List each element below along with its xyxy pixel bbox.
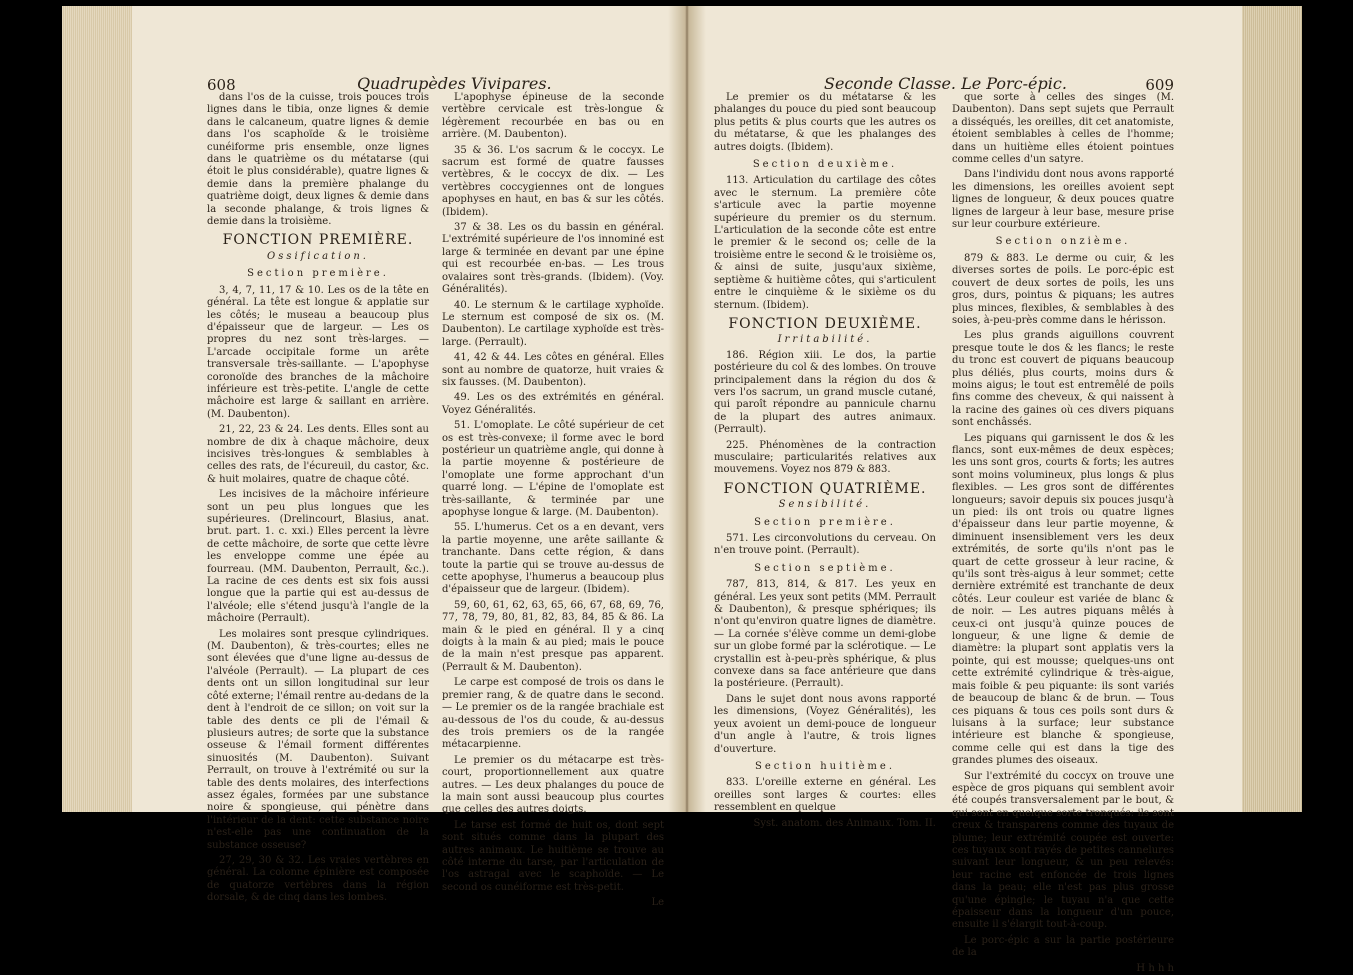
paragraph: 41, 42 & 44. Les côtes en général. Elles sont au nombre de quatorze, huit vraies & six fausses. (M. Daubenton). bbox=[442, 352, 664, 388]
paragraph: Les molaires sont presque cylindriques. (M. Daubenton), & très-courtes; elles ne sont élevées que d'une ligne au-dessus de l'alvéole (Perrault). — La plupart de ces dents ont un sillon longitudinal sur leur côté externe; l'émail rentre au-dedans de la dent à l'endroit de ce sillon; on voit sur la table des dents ce pli de l'émail & plusieurs autres; de sorte que la substance osseuse & l'émail forment différentes sinuosités (M. Daubenton). Suivant Perrault, on trouve à l'extrémité ou sur la table des dents molaires, des interfections assez égales, formées par une substance noire & spongieuse, qui pénètre dans l'intérieur de la dent: cette substance noire n'est-elle pas une continuation de la substance osseuse? bbox=[207, 628, 429, 851]
right-page bbox=[714, 64, 1174, 974]
paragraph: Le tarse est formé de huit os, dont sept sont situés comme dans la plupart des autres animaux. Le huitième se trouve au côté interne du tarse, par l'articulation de l'os astragal avec le scaphoïde. — Le second os cunéiforme est très-petit. bbox=[442, 819, 664, 893]
page-edges-left bbox=[62, 6, 132, 812]
subsection-heading: Sensibilité. bbox=[778, 499, 872, 511]
page-edges-right bbox=[1242, 6, 1302, 812]
section-heading: FONCTION DEUXIÈME. bbox=[728, 315, 922, 332]
footer-line: Syst. anatom. des Animaux. Tom. II. bbox=[753, 817, 936, 829]
text-column-2 bbox=[952, 92, 1174, 974]
section-label: Section septième. bbox=[754, 562, 896, 574]
running-head: Quadrupèdes Vivipares. bbox=[357, 74, 552, 93]
paragraph: 27, 29, 30 & 32. Les vraies vertèbres en général. La colonne épinière est composée de quatorze vertèbres dans la région dorsale, & de cinq dans les lombes. bbox=[207, 854, 429, 904]
text-column-2 bbox=[442, 92, 664, 909]
catchword: Le bbox=[651, 897, 664, 909]
section-label: Section première. bbox=[754, 516, 896, 528]
paragraph: Le premier os du métacarpe est très-court, proportionnellement aux quatre autres. — Les deux phalanges du pouce de la main sont aussi beaucoup plus courtes que celles des autres doigts. bbox=[442, 754, 664, 816]
signature-mark: H h h h bbox=[1136, 962, 1174, 974]
paragraph: 51. L'omoplate. Le côté supérieur de cet os est très-convexe; il forme avec le bord postérieur un quatrième angle, qui donne à la partie moyenne & postérieure de l'omoplate une forme approchant d'un quarré long. — L'épine de l'omoplate est très-saillante, & terminée par une apophyse longue & large. (M. Daubenton). bbox=[442, 420, 664, 518]
open-book bbox=[62, 6, 1302, 974]
section-label: Section deuxième. bbox=[752, 159, 898, 171]
paragraph: Le premier os du métatarse & les phalanges du pouce du pied sont beaucoup plus petits & plus courts que les autres os du métatarse, & que les phalanges des autres doigts. (Ibidem). bbox=[714, 92, 936, 153]
left-page bbox=[207, 64, 669, 909]
paragraph: 35 & 36. L'os sacrum & le coccyx. Le sacrum est formé de quatre fausses vertèbres, & le coccyx de dix. — Les vertèbres coccygiennes ont de longues apophyses en haut, en bas & sur les côtés. (Ibidem). bbox=[442, 144, 664, 218]
page-number: 608 bbox=[207, 76, 236, 94]
subsection-heading: Ossification. bbox=[267, 250, 369, 262]
paragraph: 571. Les circonvolutions du cerveau. On n'en trouve point. (Perrault). bbox=[714, 533, 936, 557]
paragraph: Le porc-épic a sur la partie postérieure de la bbox=[952, 934, 1174, 959]
page-number: 609 bbox=[1145, 76, 1174, 94]
text-column-1 bbox=[207, 92, 429, 904]
paragraph: Dans l'individu dont nous avons rapporté les dimensions, les oreilles avoient sept lignes de longueur, & deux pouces quatre lignes de largeur à leur base, mesure prise sur leur courbure extérieure. bbox=[952, 169, 1174, 231]
paragraph: 3, 4, 7, 11, 17 & 10. Les os de la tête en général. La tête est longue & applatie sur les côtés; le museau a beaucoup plus d'épaisseur que de largeur. — Les os propres du nez sont très-larges. — L'arcade occipitale forme un arête transversale très-saillante. — L'apophyse coronoïde des branches de la mâchoire inférieure est très-petite. L'angle de cette mâchoire est large & saillant en arrière. (M. Daubenton). bbox=[207, 284, 429, 420]
paragraph: dans l'os de la cuisse, trois pouces trois lignes dans le tibia, onze lignes & demie dans le calcaneum, quatre lignes & demie dans l'os scaphoïde & le troisième cunéiforme pris ensemble, onze lignes dans le quatrième os du métatarse (qui étoit le plus considérable), quatre lignes & demie dans la première phalange du quatrième doigt, deux lignes & demie dans la seconde phalange, & trois lignes & demie dans la troisième. bbox=[207, 92, 429, 228]
paragraph: 113. Articulation du cartilage des côtes avec le sternum. La première côte s'articule avec la partie moyenne supérieure du premier os du sternum. L'articulation de la seconde côte est entre le premier & le second os; celle de la troisième entre le second & le troisième os, & ainsi de suite, jusqu'aux sixième, septième & huitième côtes, qui s'articulent entre le cinquième & le sixième os du sternum. (Ibidem). bbox=[714, 175, 936, 311]
paragraph: 833. L'oreille externe en général. Les oreilles sont larges & courtes: elles ressemblent en quelque bbox=[714, 777, 936, 814]
section-heading: FONCTION QUATRIÈME. bbox=[723, 480, 927, 497]
paragraph: 787, 813, 814, & 817. Les yeux en général. Les yeux sont petits (MM. Perrault & Daubenton), & presque sphériques; ils n'ont qu'environ quatre lignes de diamètre. — La cornée s'élève comme un demi-globe sur un globe formé par la sclérotique. — Le crystallin est à-peu-près sphérique, & plus convexe dans sa face antérieure que dans la postérieure. (Perrault). bbox=[714, 579, 936, 690]
paragraph: Le carpe est composé de trois os dans le premier rang, & de quatre dans le second. — Le premier os de la rangée brachiale est au-dessous de l'os du coude, & au-dessus des trois premiers os de la rangée métacarpienne. bbox=[442, 677, 664, 751]
paragraph: Les plus grands aiguillons couvrent presque toute le dos & les flancs; le reste du tronc est couvert de piquans beaucoup plus déliés, plus courts, moins durs & moins aigus; le tout est entremêlé de poils fins comme des cheveux, & qui naissent à la racine des gaines où ces divers piquans sont enchâssés. bbox=[952, 330, 1174, 429]
paragraph: 879 & 883. Le derme ou cuir, & les diverses sortes de poils. Le porc-épic est couvert de deux sortes de poils, les uns gros, durs, pointus & piquans; les autres plus minces, flexibles, & semblables à des soies, à-peu-près comme dans le hérisson. bbox=[952, 252, 1174, 326]
section-label: Section onzième. bbox=[995, 236, 1131, 248]
paragraph: 21, 22, 23 & 24. Les dents. Elles sont au nombre de dix à chaque mâchoire, deux incisives très-longues & semblables à celles des rats, de l'écureuil, du castor, &c. & huit molaires, quatre de chaque côté. bbox=[207, 424, 429, 485]
paragraph: que sorte à celles des singes (M. Daubenton). Dans sept sujets que Perrault a disséqués, les oreilles, dit cet anatomiste, étoient semblables à celles de l'homme; dans un huitième elles étoient pointues comme celles d'un satyre. bbox=[952, 92, 1174, 166]
paragraph: Dans le sujet dont nous avons rapporté les dimensions, (Voyez Généralités), les yeux avoient un demi-pouce de longueur d'un angle à l'autre, & trois lignes d'ouverture. bbox=[714, 693, 936, 755]
section-label: Section première. bbox=[247, 268, 389, 280]
text-column-1 bbox=[714, 92, 936, 829]
paragraph: Les incisives de la mâchoire inférieure sont un peu plus longues que les supérieures. (Drelincourt, Blasius, anat. brut. part. 1. c. xxi.) Elles percent la lèvre de cette mâchoire, de sorte que cette lèvre les enveloppe comme une épée au fourreau. (MM. Daubenton, Perrault, &c.). La racine de ces dents est six fois aussi longue que la partie qui est au-dessus de l'alvéole; elle s'étend jusqu'à l'angle de la mâchoire (Perrault). bbox=[207, 489, 429, 625]
book-gutter bbox=[668, 6, 706, 812]
paragraph: Sur l'extrémité du coccyx on trouve une espèce de gros piquans qui semblent avoir été coupés transversalement par le bout, & qui sont en quelque sorte tronqués: ils sont creux & transparens comme des tuyaux de plume; leur extrémité coupée est ouverte: ces tuyaux sont rayés de petites cannelures suivant leur longueur, & un peu relevés: leur racine est enfoncée de trois lignes dans la peau; elle n'est pas plus grosse qu'une épingle; le tuyau n'a que cette épaisseur dans la longueur d'un pouce, ensuite il s'élargit tout-à-coup. bbox=[952, 770, 1174, 931]
subsection-heading: Irritabilité. bbox=[777, 334, 873, 346]
paragraph: 49. Les os des extrémités en général. Voyez Généralités. bbox=[442, 392, 664, 416]
paragraph: 40. Le sternum & le cartilage xyphoïde. Le sternum est composé de six os. (M. Daubenton). Le cartilage xyphoïde est très-large. (Perrault). bbox=[442, 299, 664, 348]
paragraph: L'apophyse épineuse de la seconde vertèbre cervicale est très-longue & légèrement recourbée en bas ou en arrière. (M. Daubenton). bbox=[442, 92, 664, 141]
paragraph: Les piquans qui garnissent le dos & les flancs, sont eux-mêmes de deux espèces; les uns sont gros, courts & forts; les autres sont moins volumineux, plus longs & plus flexibles. — Les gros sont de différentes longueurs; savoir depuis six pouces jusqu'à un pied: ils ont trois ou quatre lignes d'épaisseur dans leur partie moyenne, & diminuent insensiblement vers les deux extrémités, de sorte qu'ils n'ont pas le quart de cette grosseur à leur racine, & qu'ils sont très-aigus à leur sommet; cette dernière extrémité est tranchante de deux côtés. Leur couleur est variée de blanc & de noir. — Les autres piquans mêlés à ceux-ci ont jusqu'à quinze pouces de longueur, & une ligne & demie de diamètre: la plupart sont applatis vers la pointe, qui est mousse; quelques-uns ont cette extrémité cylindrique & très-aigue, mais foible & peu piquante: ils sont variés de beaucoup de blanc & de brun. — Tous ces piquans & tous ces poils sont durs & luisans à la surface; leur substance intérieure est blanche & spongieuse, comme celle qui est dans la tige des grandes plumes des oiseaux. bbox=[952, 432, 1174, 767]
paragraph: 225. Phénomènes de la contraction musculaire; particularités relatives aux mouvemens. Voyez nos 879 & 883. bbox=[714, 439, 936, 476]
running-head: Seconde Classe. Le Porc-épic. bbox=[824, 74, 1067, 93]
section-label: Section huitième. bbox=[754, 760, 896, 772]
section-heading: FONCTION PREMIÈRE. bbox=[222, 232, 414, 249]
paragraph: 37 & 38. Les os du bassin en général. L'extrémité supérieure de l'os innominé est large & terminée en devant par une épine qui est recourbée en-bas. — Les trous ovalaires sont très-grands. (Ibidem). (Voy. Généralités). bbox=[442, 222, 664, 296]
paragraph: 59, 60, 61, 62, 63, 65, 66, 67, 68, 69, 76, 77, 78, 79, 80, 81, 82, 83, 84, 85 & 86. La main & le pied en général. Il y a cinq doigts à la main & au pied; mais le pouce de la main n'est presque pas apparent. (Perrault & M. Daubenton). bbox=[442, 599, 664, 673]
paragraph: 186. Région xiii. Le dos, la partie postérieure du col & des lombes. On trouve principalement dans la région du dos & vers l'os sacrum, un grand muscle cutané, qui paroît répondre au pannicule charnu de la plupart des autres animaux. (Perrault). bbox=[714, 349, 936, 436]
paragraph: 55. L'humerus. Cet os a en devant, vers la partie moyenne, une arête saillante & tranchante. Dans cette région, & dans toute la partie qui se trouve au-dessus de cette apophyse, l'humerus a beaucoup plus d'épaisseur que de largeur. (Ibidem). bbox=[442, 522, 664, 596]
